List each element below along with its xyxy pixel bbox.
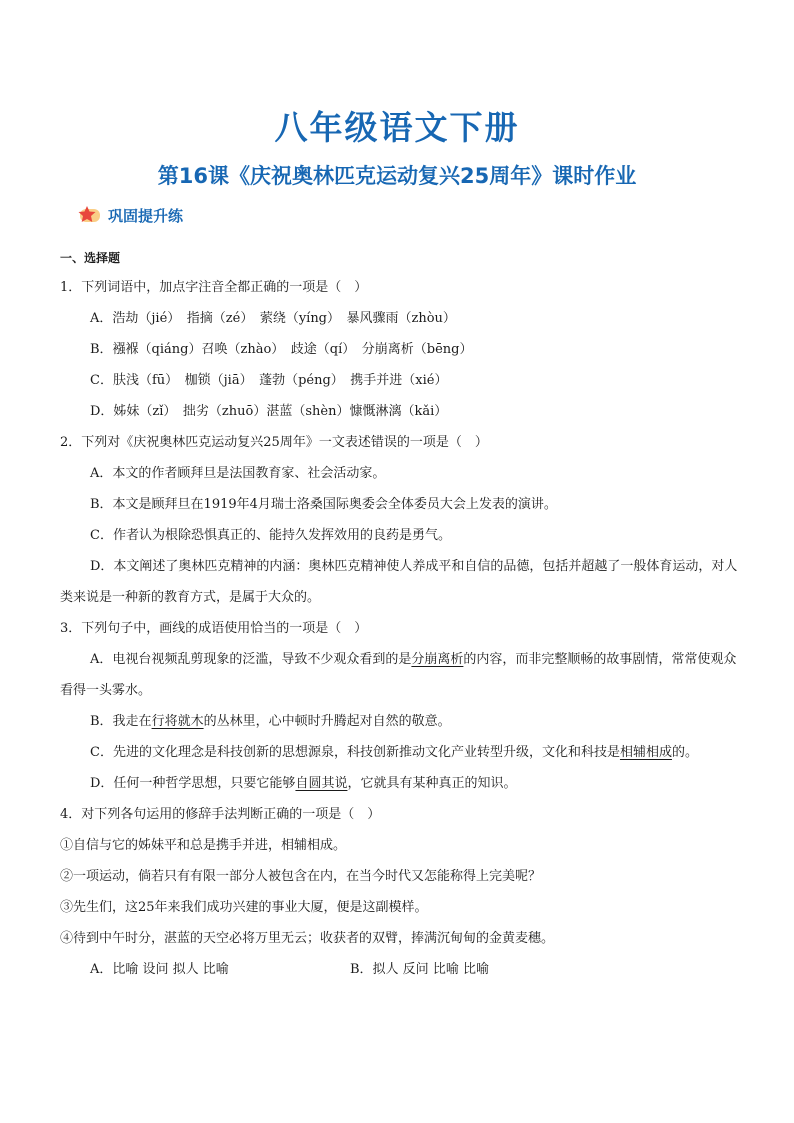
q3-option-a: A．电视台视频乱剪现象的泛滥，导致不少观众看到的是分崩离析的内容，而非完整顺畅的故事剧情，常常使观众看得一头雾水。: [60, 652, 737, 698]
q2-stem: 2．下列对《庆祝奥林匹克运动复兴25周年》一文表述错误的一项是（ ）: [60, 435, 488, 450]
underlined-idiom: 相辅相成: [619, 745, 672, 760]
part-heading: 一、选择题: [60, 251, 121, 265]
q1-option-b: B．襁褓（qiáng）召唤（zhào） 歧途（qí） 分崩离析（bēng）: [90, 342, 473, 357]
star-badge-icon: [78, 205, 102, 225]
section-label: 巩固提升练: [108, 206, 184, 225]
q1-option-c: C．肤浅（fū） 枷锁（jiā） 蓬勃（péng） 携手并进（xié）: [90, 373, 448, 388]
q4-sentence-1: ①自信与它的姊妹平和总是携手并进，相辅相成。: [60, 838, 347, 853]
q4-sentence-3: ③先生们，这25年来我们成功兴建的事业大厦，便是这副模样。: [60, 900, 428, 915]
q4-sentence-2: ②一项运动，倘若只有有限一部分人被包含在内，在当今时代又怎能称得上完美呢？: [60, 869, 542, 884]
page-title: 八年级语文下册: [274, 108, 520, 147]
q3-option-b: B．我走在行将就木的丛林里，心中顿时升腾起对自然的敬意。: [90, 714, 451, 729]
q3-option-c: C．先进的文化理念是科技创新的思想源泉，科技创新推动文化产业转型升级，文化和科技是相辅相成的。: [90, 745, 698, 760]
q2-option-b: B．本文是顾拜旦在1919年4月瑞士洛桑国际奥委会全体委员大会上发表的演讲。: [90, 497, 557, 512]
q3-option-d: D．任何一种哲学思想，只要它能够自圆其说，它就具有某种真正的知识。: [90, 776, 517, 791]
underlined-idiom: 分崩离析: [411, 652, 464, 667]
q4-option-b: B．拟人 反问 比喻 比喻: [350, 962, 489, 977]
q2-option-c: C．作者认为根除恐惧真正的、能持久发挥效用的良药是勇气。: [90, 528, 451, 543]
underlined-idiom: 行将就木: [151, 714, 204, 729]
q2-option-d: D．本文阐述了奥林匹克精神的内涵：奥林匹克精神使人养成平和自信的品德，包括并超越了一般体育运动，对人类来说是一种新的教育方式，是属于大众的。: [60, 559, 738, 605]
q4-sentence-4: ④待到中午时分，湛蓝的天空必将万里无云；收获者的双臂，捧满沉甸甸的金黄麦穗。: [60, 931, 555, 946]
q4-option-a: A．比喻 设问 拟人 比喻: [90, 962, 229, 977]
question-list: [60, 244, 740, 985]
q1-stem: 1．下列词语中，加点字注音全都正确的一项是（ ）: [60, 280, 368, 295]
q4-stem: 4．对下列各句运用的修辞手法判断正确的一项是（ ）: [60, 807, 381, 822]
q1-option-a: A．浩劫（jié） 指摘（zé） 萦绕（yíng） 暴风骤雨（zhòu）: [90, 311, 456, 326]
underlined-idiom: 自圆其说: [295, 776, 348, 791]
q1-option-d: D．姊妹（zǐ） 拙劣（zhuō）湛蓝（shèn）慷慨淋漓（kǎi）: [90, 404, 448, 419]
q2-option-a: A．本文的作者顾拜旦是法国教育家、社会活动家。: [90, 466, 386, 481]
section-header: [78, 204, 183, 226]
page-subtitle: 第16课《庆祝奥林匹克运动复兴25周年》课时作业: [157, 164, 637, 188]
q3-stem: 3．下列句子中，画线的成语使用恰当的一项是（ ）: [60, 621, 368, 636]
q4-options: [60, 954, 740, 985]
